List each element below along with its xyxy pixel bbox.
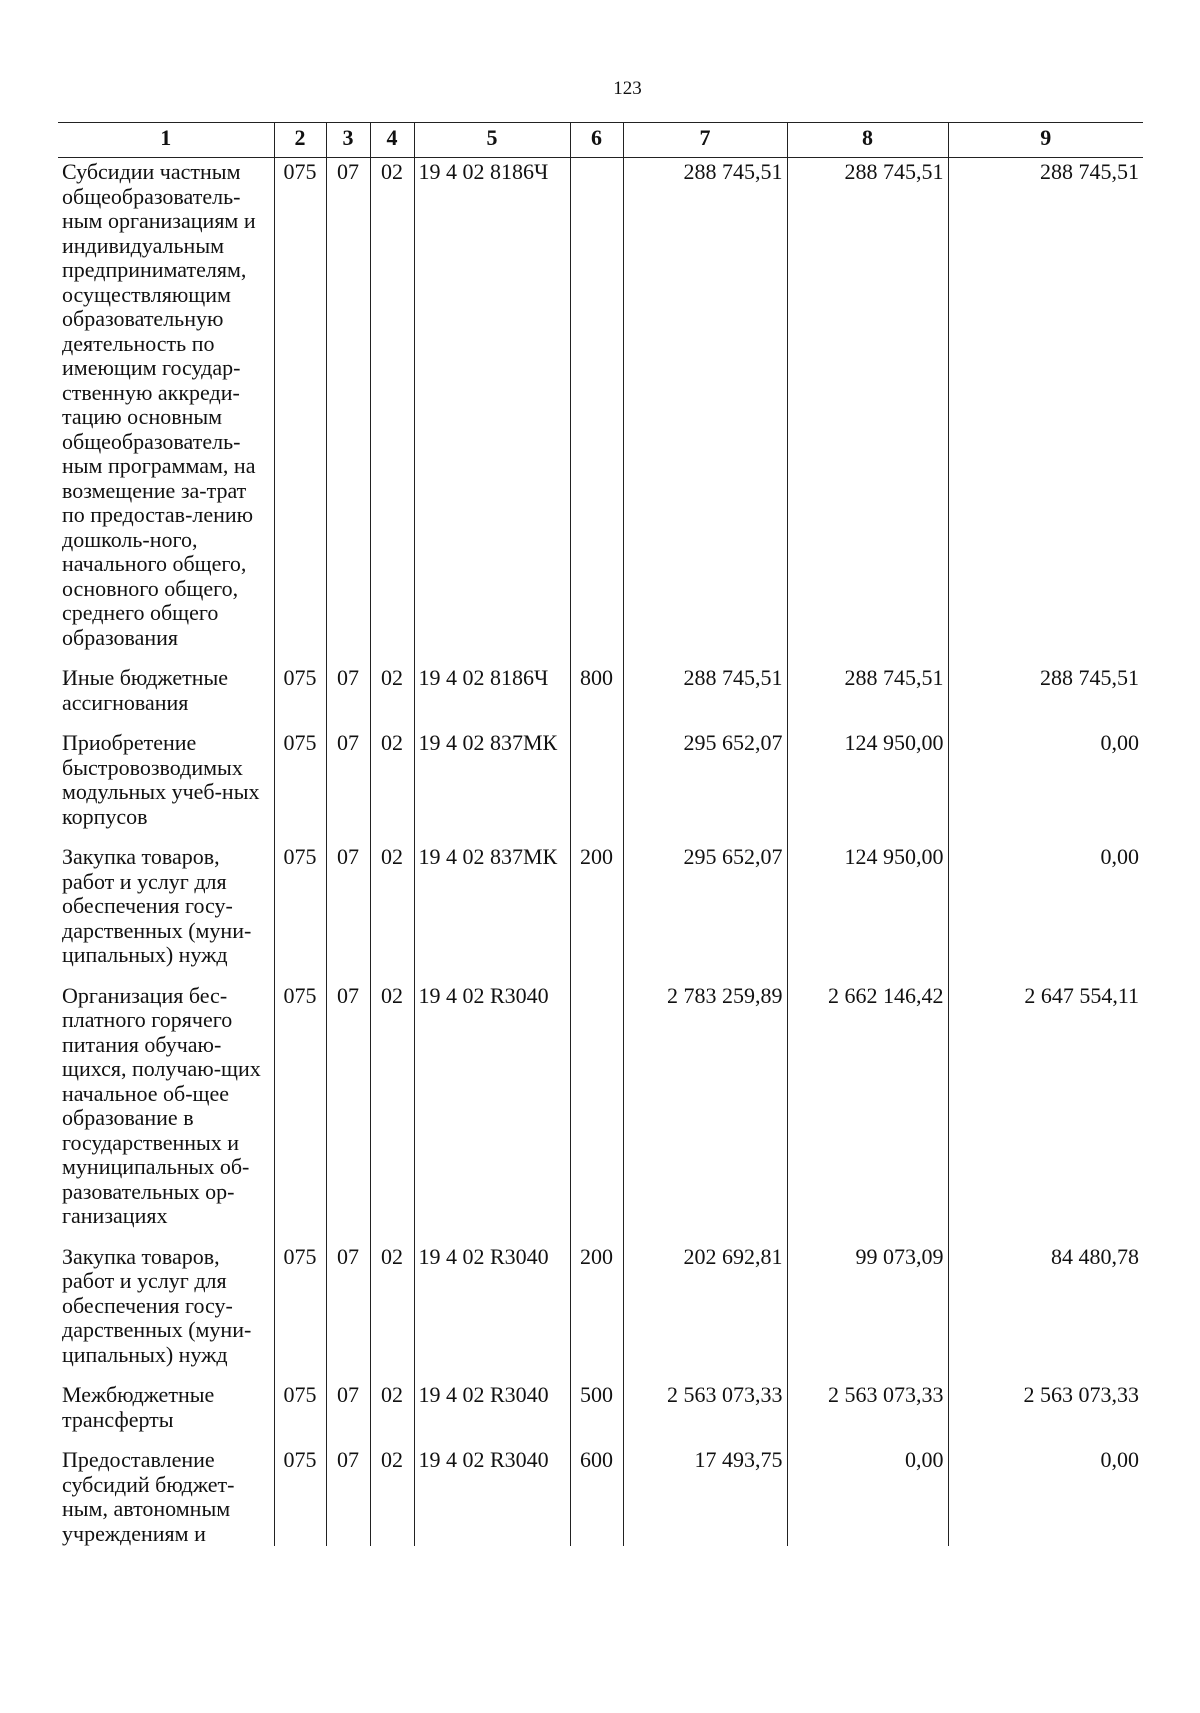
cell-expense-type: 200 xyxy=(570,843,623,968)
table-row xyxy=(58,1243,1143,1368)
cell-expense-type xyxy=(570,729,623,829)
row-spacer xyxy=(58,715,1143,729)
cell-amount-col7: 17 493,75 xyxy=(623,1446,787,1546)
cell-target-article: 19 4 02 R3040 xyxy=(414,1243,570,1368)
cell-ministry-code: 075 xyxy=(274,1446,326,1546)
cell-ministry-code: 075 xyxy=(274,843,326,968)
cell-amount-col7: 288 745,51 xyxy=(623,158,787,651)
cell-amount-col7: 2 563 073,33 xyxy=(623,1381,787,1432)
cell-amount-col9: 0,00 xyxy=(948,843,1143,968)
budget-table xyxy=(58,122,1143,1546)
cell-subsection: 02 xyxy=(370,1446,414,1546)
cell-ministry-code: 075 xyxy=(274,664,326,715)
cell-section: 07 xyxy=(326,1446,370,1546)
table-header-row xyxy=(58,123,1143,158)
column-header-9: 9 xyxy=(948,123,1143,158)
cell-ministry-code: 075 xyxy=(274,729,326,829)
row-spacer xyxy=(58,1367,1143,1381)
cell-amount-col8: 99 073,09 xyxy=(787,1243,948,1368)
row-name: Приобретение быстровозводимых модульных учеб-ных корпусов xyxy=(58,729,274,829)
cell-ministry-code: 075 xyxy=(274,1243,326,1368)
cell-section: 07 xyxy=(326,1243,370,1368)
cell-ministry-code: 075 xyxy=(274,1381,326,1432)
cell-target-article: 19 4 02 8186Ч xyxy=(414,158,570,651)
cell-target-article: 19 4 02 R3040 xyxy=(414,1446,570,1546)
column-header-7: 7 xyxy=(623,123,787,158)
cell-amount-col7: 202 692,81 xyxy=(623,1243,787,1368)
row-spacer xyxy=(58,968,1143,982)
cell-subsection: 02 xyxy=(370,843,414,968)
cell-amount-col9: 84 480,78 xyxy=(948,1243,1143,1368)
column-header-3: 3 xyxy=(326,123,370,158)
cell-subsection: 02 xyxy=(370,729,414,829)
column-header-5: 5 xyxy=(414,123,570,158)
cell-ministry-code: 075 xyxy=(274,982,326,1229)
cell-section: 07 xyxy=(326,158,370,651)
cell-section: 07 xyxy=(326,1381,370,1432)
table-row xyxy=(58,158,1143,651)
table-row xyxy=(58,1381,1143,1432)
cell-amount-col7: 295 652,07 xyxy=(623,729,787,829)
cell-amount-col8: 2 662 146,42 xyxy=(787,982,948,1229)
cell-target-article: 19 4 02 R3040 xyxy=(414,1381,570,1432)
column-header-4: 4 xyxy=(370,123,414,158)
cell-expense-type: 800 xyxy=(570,664,623,715)
cell-amount-col8: 124 950,00 xyxy=(787,843,948,968)
row-name: Организация бес-платного горячего питания обучаю-щихся, получаю-щих начальное об-щее образование в государственных и муниципальных об-разовательных ор-ганизациях xyxy=(58,982,274,1229)
cell-amount-col8: 0,00 xyxy=(787,1446,948,1546)
column-header-1: 1 xyxy=(58,123,274,158)
cell-amount-col8: 288 745,51 xyxy=(787,664,948,715)
table-row xyxy=(58,843,1143,968)
cell-subsection: 02 xyxy=(370,1381,414,1432)
cell-section: 07 xyxy=(326,843,370,968)
table-row xyxy=(58,729,1143,829)
row-name: Предоставление субсидий бюджет-ным, автономным учреждениям и xyxy=(58,1446,274,1546)
cell-subsection: 02 xyxy=(370,1243,414,1368)
row-name: Закупка товаров, работ и услуг для обеспечения госу-дарственных (муни-ципальных) нужд xyxy=(58,843,274,968)
cell-amount-col9: 2 563 073,33 xyxy=(948,1381,1143,1432)
cell-subsection: 02 xyxy=(370,664,414,715)
cell-amount-col8: 124 950,00 xyxy=(787,729,948,829)
column-header-8: 8 xyxy=(787,123,948,158)
cell-target-article: 19 4 02 837МК xyxy=(414,843,570,968)
cell-amount-col8: 288 745,51 xyxy=(787,158,948,651)
cell-section: 07 xyxy=(326,982,370,1229)
cell-subsection: 02 xyxy=(370,158,414,651)
cell-expense-type xyxy=(570,158,623,651)
cell-section: 07 xyxy=(326,664,370,715)
cell-amount-col9: 0,00 xyxy=(948,1446,1143,1546)
cell-amount-col7: 288 745,51 xyxy=(623,664,787,715)
table-row xyxy=(58,1446,1143,1546)
cell-amount-col9: 288 745,51 xyxy=(948,158,1143,651)
cell-amount-col9: 2 647 554,11 xyxy=(948,982,1143,1229)
cell-section: 07 xyxy=(326,729,370,829)
cell-expense-type: 500 xyxy=(570,1381,623,1432)
row-spacer xyxy=(58,1432,1143,1446)
cell-target-article: 19 4 02 8186Ч xyxy=(414,664,570,715)
cell-subsection: 02 xyxy=(370,982,414,1229)
row-name: Закупка товаров, работ и услуг для обеспечения госу-дарственных (муни-ципальных) нужд xyxy=(58,1243,274,1368)
cell-ministry-code: 075 xyxy=(274,158,326,651)
column-header-6: 6 xyxy=(570,123,623,158)
cell-expense-type xyxy=(570,982,623,1229)
column-header-2: 2 xyxy=(274,123,326,158)
cell-amount-col9: 0,00 xyxy=(948,729,1143,829)
row-spacer xyxy=(58,829,1143,843)
cell-amount-col7: 2 783 259,89 xyxy=(623,982,787,1229)
cell-amount-col7: 295 652,07 xyxy=(623,843,787,968)
cell-target-article: 19 4 02 R3040 xyxy=(414,982,570,1229)
page-number: 123 xyxy=(613,78,642,99)
row-name: Субсидии частным общеобразователь-ным организациям и индивидуальным предпринимателям, осуществляющим образовательную деятельность по имеющим государ-ственную аккреди-тацию основным общеобразователь-ным программам, на возмещение за-трат по предостав-лению дошколь-ного, начального общего, основного общего, среднего общего образования xyxy=(58,158,274,651)
row-spacer xyxy=(58,650,1143,664)
cell-amount-col9: 288 745,51 xyxy=(948,664,1143,715)
table-row xyxy=(58,982,1143,1229)
cell-amount-col8: 2 563 073,33 xyxy=(787,1381,948,1432)
row-name: Межбюджетные трансферты xyxy=(58,1381,274,1432)
cell-expense-type: 600 xyxy=(570,1446,623,1546)
row-name: Иные бюджетные ассигнования xyxy=(58,664,274,715)
cell-expense-type: 200 xyxy=(570,1243,623,1368)
table-row xyxy=(58,664,1143,715)
cell-target-article: 19 4 02 837МК xyxy=(414,729,570,829)
row-spacer xyxy=(58,1229,1143,1243)
